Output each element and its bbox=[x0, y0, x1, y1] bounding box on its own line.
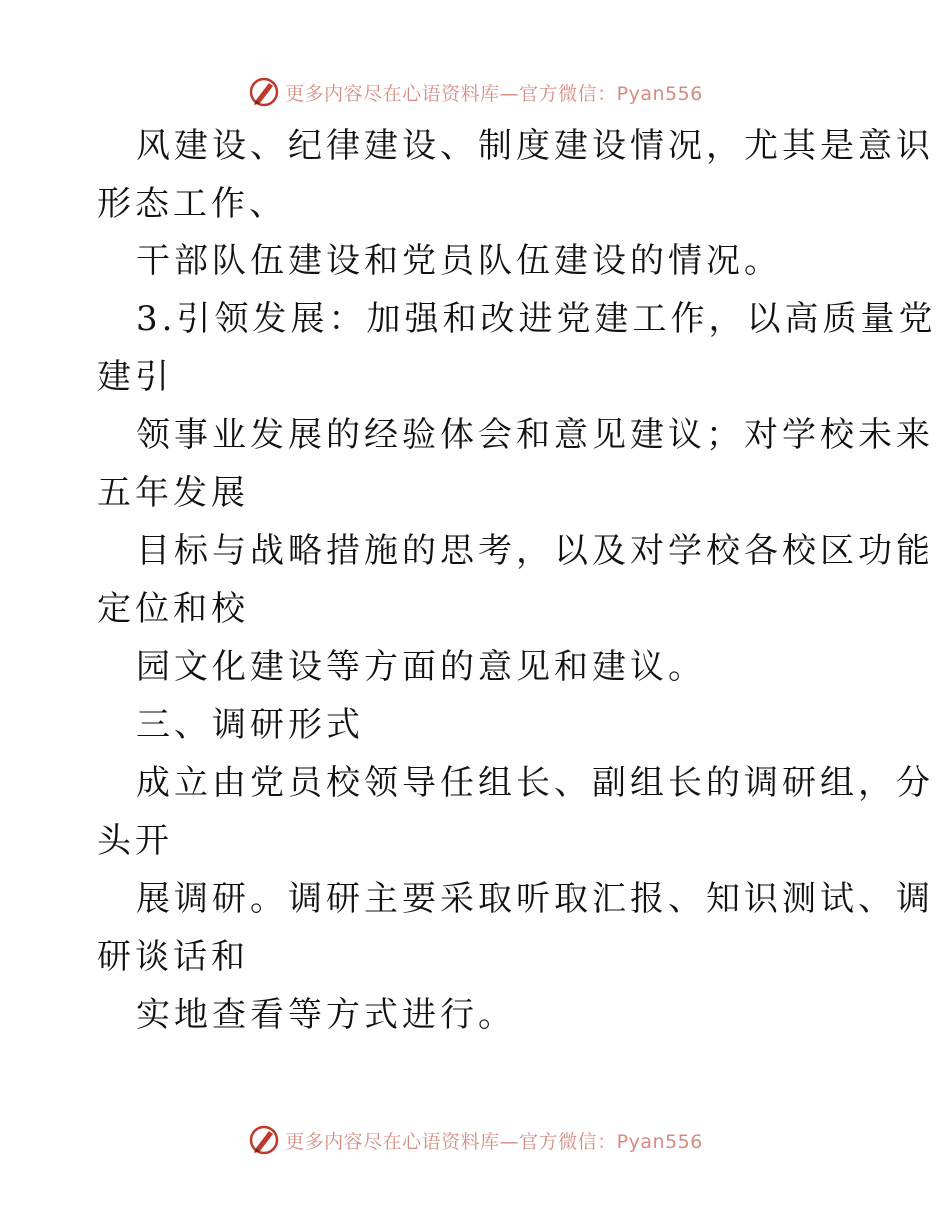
text-line: 实地查看等方式进行。 bbox=[136, 995, 516, 1035]
text-line: 定位和校 bbox=[97, 589, 249, 629]
text-line: 研谈话和 bbox=[97, 937, 249, 977]
section-heading: 三、调研形式 bbox=[136, 705, 364, 745]
red-pen-circle-logo-icon bbox=[247, 1123, 281, 1157]
text-line: 干部队伍建设和党员队伍建设的情况。 bbox=[136, 241, 782, 281]
text-line: 风建设、纪律建设、制度建设情况，尤其是意识 bbox=[136, 126, 934, 166]
text-line: 五年发展 bbox=[97, 473, 249, 513]
text-line: 领事业发展的经验体会和意见建议；对学校未来 bbox=[136, 415, 934, 455]
footer-watermark bbox=[0, 1120, 950, 1160]
text-line: 建引 bbox=[97, 357, 173, 397]
watermark-text: 更多内容尽在心语资料库—官方微信：Pyan556 bbox=[285, 82, 703, 105]
text-line: 目标与战略措施的思考，以及对学校各校区功能 bbox=[136, 531, 934, 571]
text-line: 成立由党员校领导任组长、副组长的调研组，分 bbox=[136, 763, 934, 803]
text-line: 3.引领发展：加强和改进党建工作，以高质量党 bbox=[136, 299, 937, 339]
red-pen-circle-logo-icon bbox=[247, 75, 281, 109]
header-watermark bbox=[0, 72, 950, 112]
text-line: 形态工作、 bbox=[97, 184, 287, 224]
watermark-text: 更多内容尽在心语资料库—官方微信：Pyan556 bbox=[285, 1130, 703, 1153]
text-line: 园文化建设等方面的意见和建议。 bbox=[136, 647, 706, 687]
text-line: 头开 bbox=[97, 821, 173, 861]
text-line: 展调研。调研主要采取听取汇报、知识测试、调 bbox=[136, 879, 934, 919]
